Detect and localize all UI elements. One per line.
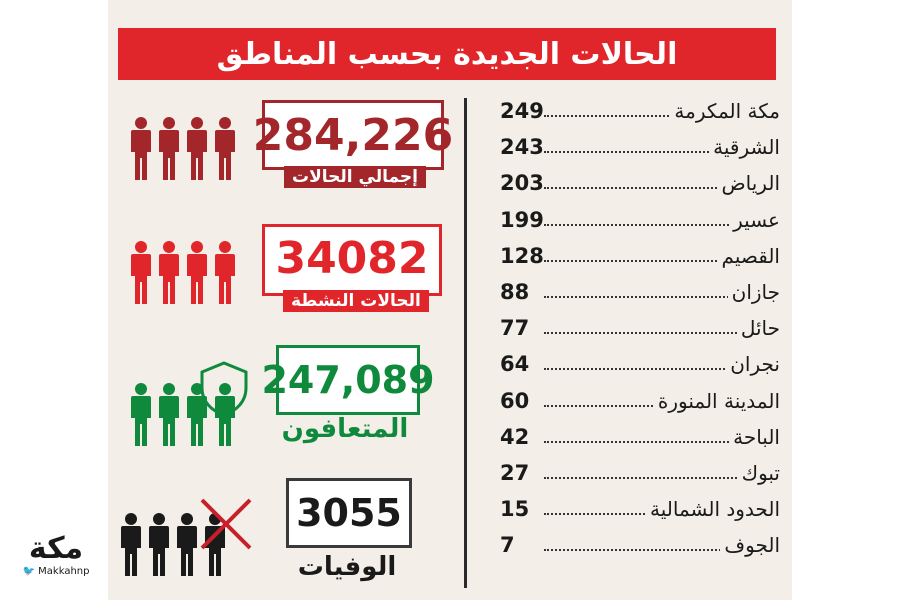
logo-handle: Makkahnp	[38, 566, 90, 577]
deaths-value: 3055	[296, 491, 402, 535]
region-row	[500, 346, 780, 382]
total-cases-value: 284,226	[252, 109, 454, 161]
region-name: نجران	[726, 352, 780, 376]
region-row	[500, 129, 780, 165]
region-name: الشرقية	[709, 135, 780, 159]
region-row	[500, 165, 780, 201]
total-cases-label: إجمالي الحالات	[284, 166, 426, 188]
region-value: 88	[500, 280, 530, 305]
active-cases-box	[262, 224, 442, 296]
makkah-logo	[10, 531, 102, 584]
region-row	[500, 491, 780, 527]
person-icon	[184, 240, 210, 306]
recovered-label: المتعافون	[281, 414, 409, 444]
region-name: القصيم	[718, 244, 780, 268]
person-icon	[184, 116, 210, 182]
person-icon	[156, 240, 182, 306]
region-value: 64	[500, 352, 530, 377]
person-icon	[156, 382, 182, 448]
shield-icon	[198, 360, 250, 418]
active-people-icons	[128, 240, 238, 306]
person-icon	[128, 240, 154, 306]
x-mark-icon	[196, 494, 256, 554]
deaths-label: الوفيات	[297, 552, 397, 582]
person-icon	[146, 512, 172, 578]
person-icon	[128, 382, 154, 448]
region-value: 77	[500, 316, 530, 341]
region-name: مكة المكرمة	[670, 99, 780, 123]
person-icon	[156, 116, 182, 182]
total-people-icons	[128, 116, 238, 182]
region-name: المدينة المنورة	[654, 389, 780, 413]
region-name: الرياض	[717, 171, 780, 195]
region-value: 243	[500, 135, 544, 160]
region-value: 27	[500, 460, 530, 485]
region-row	[500, 274, 780, 310]
recovered-box	[261, 345, 435, 415]
region-row	[500, 310, 780, 346]
person-icon	[128, 116, 154, 182]
region-value: 7	[500, 533, 515, 558]
twitter-icon: 🐦	[22, 566, 35, 577]
person-icon	[212, 240, 238, 306]
region-row	[500, 455, 780, 491]
column-divider	[464, 98, 467, 588]
region-row	[500, 238, 780, 274]
region-name: حائل	[737, 316, 780, 340]
logo-handle-row	[10, 566, 102, 577]
logo-text: مكة	[28, 531, 84, 566]
region-value: 15	[500, 497, 530, 522]
region-value: 199	[500, 207, 544, 232]
recovered-value: 247,089	[261, 358, 435, 402]
region-name: الحدود الشمالية	[646, 497, 780, 521]
deaths-box	[286, 478, 412, 548]
regions-list	[500, 93, 780, 563]
region-value: 60	[500, 388, 530, 413]
region-name: عسير	[729, 208, 780, 232]
active-cases-label: الحالات النشطة	[283, 290, 429, 312]
person-icon	[212, 116, 238, 182]
region-value: 128	[500, 243, 544, 268]
region-value: 203	[500, 171, 544, 196]
region-name: الباحة	[729, 425, 780, 449]
active-cases-value: 34082	[275, 233, 429, 284]
person-icon	[118, 512, 144, 578]
region-row	[500, 527, 780, 563]
region-name: تبوك	[738, 461, 780, 485]
region-value: 249	[500, 99, 544, 124]
region-row	[500, 202, 780, 238]
region-row	[500, 419, 780, 455]
region-row	[500, 383, 780, 419]
page-title: الحالات الجديدة بحسب المناطق	[118, 28, 776, 80]
region-value: 42	[500, 424, 530, 449]
region-name: الجوف	[720, 533, 780, 557]
region-name: جازان	[728, 280, 780, 304]
total-cases-box	[252, 100, 454, 170]
region-row	[500, 93, 780, 129]
